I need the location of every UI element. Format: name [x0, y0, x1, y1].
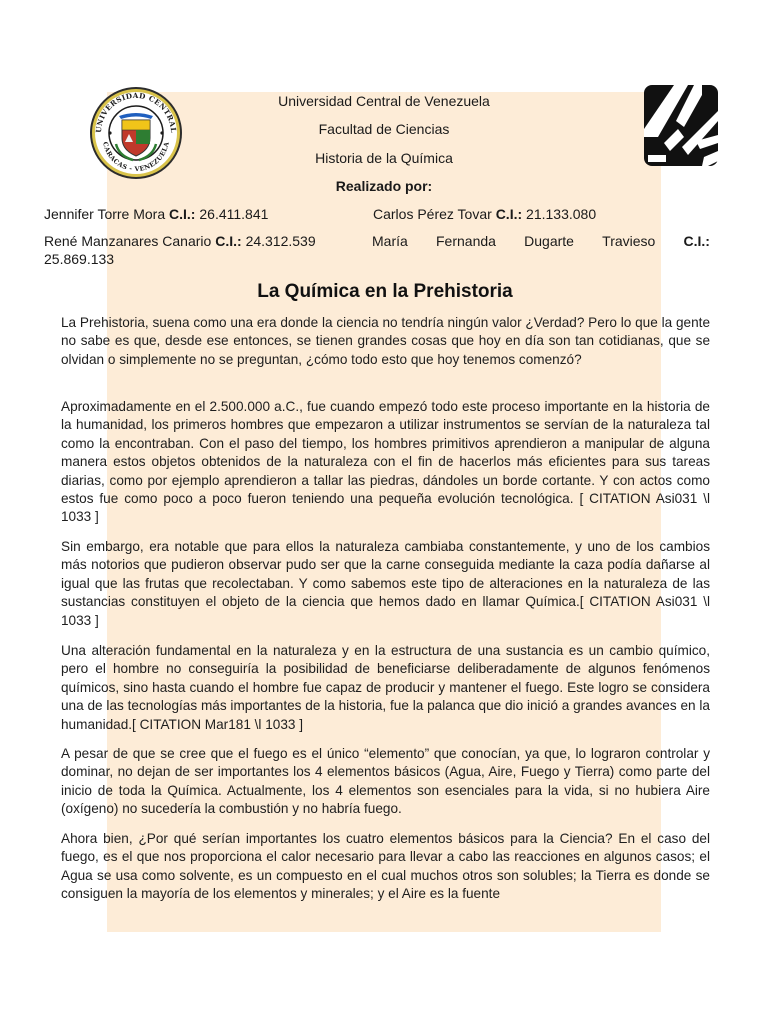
paragraph-1: La Prehistoria, suena como una era donde la ciencia no tendría ningún valor ¿Verdad? Pero lo que la gente no sabe es que, desde ese entonces, se tienen grandes cosas que hoy en día son tan cotidianas, que se olvidan o simplemente no se preguntan, ¿cómo todo esto que hoy tenemos comenzó? — [61, 315, 710, 367]
author-4: María Fernanda Dugarte Travieso C.I.: — [372, 233, 710, 249]
author-name: Jennifer Torre Mora — [44, 206, 166, 222]
made-by-label: Realizado por: — [335, 178, 433, 194]
ci-label: C.I.: — [169, 206, 196, 222]
paragraph-2: Aproximadamente en el 2.500.000 a.C., fue cuando empezó todo este proceso importante en la historia de la humanidad, los primeros hombres que empezaron a utilizar instrumentos se servían de la naturaleza tal como la encontraban. Con el paso del tiempo, los hombres primitivos aprendieron a manipular de alguna manera estos objetos obtenidos de la naturaleza con el fin de hacerlos más eficientes para sus tareas diarias, como por ejemplo aprendieron a tallar las piedras, dándoles un borde cortante. Y con actos como estos fue como poco a poco fueron teniendo una pequeña evolución tecnológica. [ CITATION Asi031 \l 1033 ] — [61, 399, 710, 525]
seal-text-bottom: CARACAS - VENEZUELA — [101, 141, 171, 174]
course-name: Historia de la Química — [315, 150, 453, 166]
ci-number: 26.411.841 — [199, 206, 269, 222]
paragraph-6: Ahora bien, ¿Por qué serían importantes los cuatro elementos básicos para la Ciencia? En el caso del fuego, es el que nos proporciona el calor necesario para llevar a cabo las reacciones en algunos casos; el Agua se usa como solvente, es un compuesto en el cual muchos otros son solubles; la Tierra es donde se consiguen la mayoría de los elementos y minerales; y el Aire es la fuente — [61, 831, 710, 902]
document-title: La Química en la Prehistoria — [257, 281, 513, 302]
ci-label: C.I.: — [215, 233, 242, 249]
author-name: René Manzanares Canario — [44, 233, 212, 249]
ci-label: C.I.: — [495, 206, 523, 222]
author-name: Carlos Pérez Tovar — [373, 206, 492, 222]
author-2 — [373, 205, 596, 223]
paragraph-5: A pesar de que se cree que el fuego es el único “elemento” que conocían, ya que, lo lograron controlar y dominar, no dejan de ser importantes los 4 elementos básicos (Agua, Aire, Fuego y Tierra) como parte del inicio de toda la Química. Actualmente, los 4 elementos son esenciales para la vida, si no hubiera Aire (oxígeno) no sucedería la combustión y no habría fuego. — [61, 746, 710, 817]
ci-number: 24.312.539 — [245, 233, 316, 249]
university-name: Universidad Central de Venezuela — [278, 93, 490, 109]
author-3 — [44, 232, 316, 250]
paragraph-4: Una alteración fundamental en la naturaleza y en la estructura de una sustancia es un cambio químico, pero el hombre no conseguiría la posibilidad de beneficiarse deliberadamente de algunos fenómenos químicos, sino hasta cuando el hombre fue capaz de producir y mantener el fuego. Este logro se considera una de las tecnologías más importantes de la historia, fue la palanca que dio inició a grandes avances en la humanidad.[ CITATION Mar181 \l 1033 ] — [61, 643, 710, 732]
ci-label: C.I.: — [683, 233, 710, 249]
paragraph-3: Sin embargo, era notable que para ellos la naturaleza cambiaba constantemente, y uno de los cambios más notorios que pudieron observar pudo ser que la carne conseguida mediante la caza podía dañarse al igual que las frutas que recolectaban. Y como sabemos este tipo de alteraciones en la naturaleza de las sustancias constituyen el objeto de la ciencia que hemos dado en llamar Química.[ CITATION Asi031 \l 1033 ] — [61, 539, 710, 628]
author-1 — [44, 205, 268, 223]
faculty-name: Facultad de Ciencias — [318, 121, 450, 137]
seal-text-top: UNIVERSIDAD CENTRAL — [93, 90, 179, 134]
author-4-ci-number: 25.869.133 — [44, 251, 115, 267]
ci-number: 21.133.080 — [526, 206, 597, 222]
